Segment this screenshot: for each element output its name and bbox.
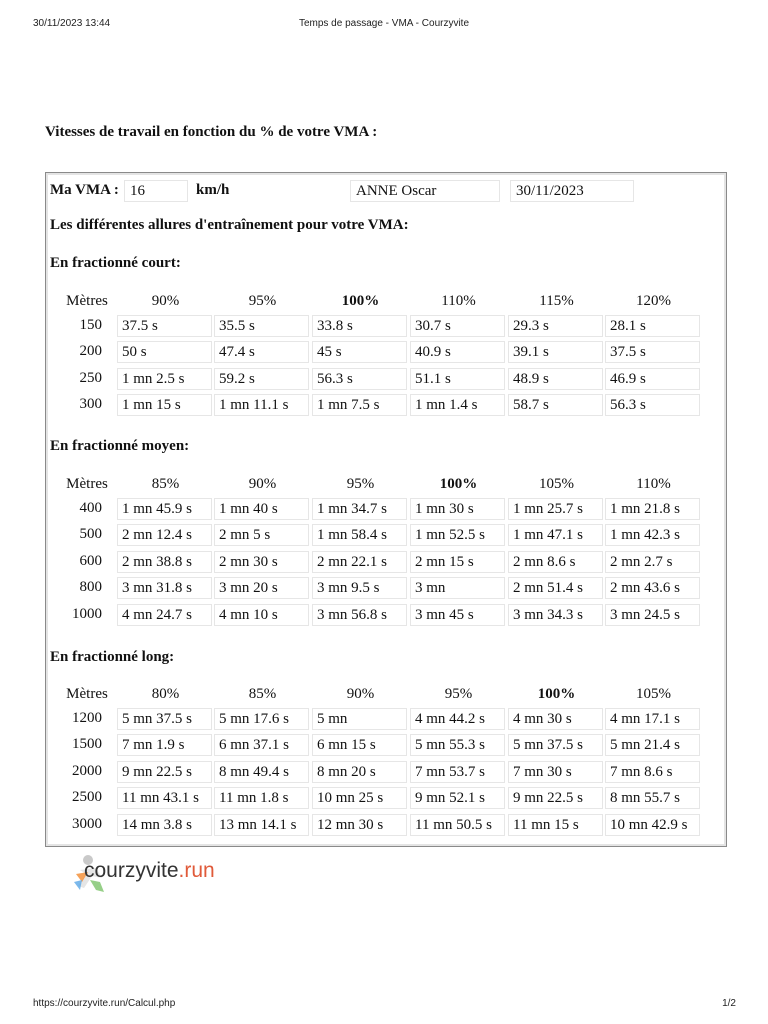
percent-header: 100% [537,686,576,702]
time-cell[interactable]: 10 mn 42.9 s [605,814,700,836]
time-cell[interactable]: 2 mn 22.1 s [312,551,407,573]
time-cell[interactable]: 56.3 s [312,368,407,390]
time-cell[interactable]: 6 mn 15 s [312,734,407,756]
time-cell[interactable]: 1 mn 21.8 s [605,498,700,520]
distance-label: 250 [79,369,102,386]
table-row [50,498,720,524]
time-cell[interactable]: 8 mn 20 s [312,761,407,783]
table-row [50,787,720,813]
time-cell[interactable]: 58.7 s [508,394,603,416]
time-cell[interactable]: 30.7 s [410,315,505,337]
pace-table-long [50,686,720,840]
time-cell[interactable]: 2 mn 38.8 s [117,551,212,573]
time-cell[interactable]: 1 mn 30 s [410,498,505,520]
time-cell[interactable]: 3 mn 56.8 s [312,604,407,626]
time-cell[interactable]: 59.2 s [214,368,309,390]
section-title-long: En fractionné long: [50,649,175,665]
distance-label: 2500 [72,789,102,806]
percent-header: 90% [248,476,277,492]
table-row [50,604,720,630]
table-row [50,315,720,341]
logo-text [84,859,215,883]
table-row [50,814,720,840]
time-cell[interactable]: 2 mn 15 s [410,551,505,573]
distance-label: 800 [79,579,102,596]
time-cell[interactable]: 50 s [117,341,212,363]
distance-label: 3000 [72,815,102,832]
time-cell[interactable]: 13 mn 14.1 s [214,814,309,836]
time-cell[interactable]: 40.9 s [410,341,505,363]
time-cell[interactable]: 2 mn 12.4 s [117,524,212,546]
time-cell[interactable]: 2 mn 51.4 s [508,577,603,599]
time-cell[interactable]: 2 mn 43.6 s [605,577,700,599]
percent-header: 110% [636,476,671,492]
time-cell[interactable]: 6 mn 37.1 s [214,734,309,756]
time-cell[interactable]: 1 mn 2.5 s [117,368,212,390]
time-cell[interactable]: 39.1 s [508,341,603,363]
time-cell[interactable]: 11 mn 1.8 s [214,787,309,809]
time-cell[interactable]: 1 mn 42.3 s [605,524,700,546]
table-row [50,761,720,787]
percent-header: 95% [444,686,473,702]
distance-label: 500 [79,526,102,543]
time-cell[interactable]: 5 mn 37.5 s [508,734,603,756]
results-panel [45,172,727,847]
table-header [50,476,720,498]
time-cell[interactable]: 1 mn 25.7 s [508,498,603,520]
vma-unit: km/h [196,182,230,198]
subheading: Les différentes allures d'entraînement pour votre VMA: [50,217,409,233]
date-field[interactable]: 30/11/2023 [510,180,634,202]
table-row [50,551,720,577]
time-cell[interactable]: 37.5 s [117,315,212,337]
distance-label: 150 [79,317,102,333]
time-cell[interactable]: 12 mn 30 s [312,814,407,836]
courzyvite-logo[interactable] [74,852,234,894]
time-cell[interactable]: 1 mn 15 s [117,394,212,416]
pace-table-moyen [50,476,720,630]
table-row [50,524,720,550]
time-cell[interactable]: 45 s [312,341,407,363]
time-cell[interactable]: 37.5 s [605,341,700,363]
section-title-moyen: En fractionné moyen: [50,438,190,454]
percent-header: 105% [539,476,574,492]
time-cell[interactable]: 4 mn 44.2 s [410,708,505,730]
time-cell[interactable]: 9 mn 22.5 s [117,761,212,783]
distance-label: 1000 [72,605,102,622]
time-cell[interactable]: 11 mn 43.1 s [117,787,212,809]
time-cell[interactable]: 2 mn 8.6 s [508,551,603,573]
metres-header: Mètres [66,293,108,309]
time-cell[interactable]: 7 mn 53.7 s [410,761,505,783]
time-cell[interactable]: 5 mn 37.5 s [117,708,212,730]
percent-header: 115% [539,293,574,309]
time-cell[interactable]: 1 mn 34.7 s [312,498,407,520]
time-cell[interactable]: 35.5 s [214,315,309,337]
time-cell[interactable]: 33.8 s [312,315,407,337]
time-cell[interactable]: 1 mn 11.1 s [214,394,309,416]
time-cell[interactable]: 47.4 s [214,341,309,363]
time-cell[interactable]: 5 mn 17.6 s [214,708,309,730]
percent-header: 95% [346,476,375,492]
percent-header: 105% [636,686,671,702]
time-cell[interactable]: 1 mn 40 s [214,498,309,520]
time-cell[interactable]: 7 mn 1.9 s [117,734,212,756]
print-url: https://courzyvite.run/Calcul.php [33,998,176,1009]
time-cell[interactable]: 3 mn 34.3 s [508,604,603,626]
time-cell[interactable]: 3 mn 24.5 s [605,604,700,626]
distance-label: 1200 [72,710,102,726]
time-cell[interactable]: 3 mn 20 s [214,577,309,599]
time-cell[interactable]: 4 mn 24.7 s [117,604,212,626]
time-cell[interactable]: 5 mn [312,708,407,730]
table-row [50,394,720,420]
pace-table-court [50,293,720,421]
percent-header: 80% [151,686,180,702]
time-cell[interactable]: 14 mn 3.8 s [117,814,212,836]
print-title: Temps de passage - VMA - Courzyvite [298,18,470,29]
percent-header: 95% [248,293,277,309]
time-cell[interactable]: 29.3 s [508,315,603,337]
logo-name: courzyvite [84,859,179,882]
time-cell[interactable]: 7 mn 8.6 s [605,761,700,783]
time-cell[interactable]: 8 mn 55.7 s [605,787,700,809]
table-row [50,577,720,603]
time-cell[interactable]: 1 mn 45.9 s [117,498,212,520]
time-cell[interactable]: 4 mn 30 s [508,708,603,730]
percent-header: 110% [441,293,476,309]
table-row [50,341,720,367]
time-cell[interactable]: 56.3 s [605,394,700,416]
page-heading: Vitesses de travail en fonction du % de votre VMA : [45,124,378,140]
table-row [50,368,720,394]
table-row [50,708,720,734]
time-cell[interactable]: 5 mn 55.3 s [410,734,505,756]
percent-header: 85% [151,476,180,492]
time-cell[interactable]: 1 mn 47.1 s [508,524,603,546]
percent-header: 100% [439,476,478,492]
distance-label: 1500 [72,736,102,753]
distance-label: 400 [79,500,102,516]
distance-label: 300 [79,396,102,413]
distance-label: 2000 [72,762,102,779]
section-title-court: En fractionné court: [50,255,181,271]
time-cell[interactable]: 2 mn 2.7 s [605,551,700,573]
time-cell[interactable]: 11 mn 50.5 s [410,814,505,836]
vma-row [50,180,720,202]
percent-header: 85% [248,686,277,702]
vma-label: Ma VMA : [50,182,119,198]
time-cell[interactable]: 3 mn 45 s [410,604,505,626]
distance-label: 200 [79,343,102,360]
runner-name-field[interactable]: ANNE Oscar [350,180,500,202]
time-cell[interactable]: 7 mn 30 s [508,761,603,783]
time-cell[interactable]: 10 mn 25 s [312,787,407,809]
time-cell[interactable]: 51.1 s [410,368,505,390]
time-cell[interactable]: 3 mn 9.5 s [312,577,407,599]
table-header [50,293,720,315]
logo-ext: .run [178,859,215,882]
time-cell[interactable]: 5 mn 21.4 s [605,734,700,756]
time-cell[interactable]: 9 mn 52.1 s [410,787,505,809]
table-header [50,686,720,708]
time-cell[interactable]: 28.1 s [605,315,700,337]
time-cell[interactable]: 46.9 s [605,368,700,390]
time-cell[interactable]: 9 mn 22.5 s [508,787,603,809]
time-cell[interactable]: 1 mn 7.5 s [312,394,407,416]
vma-input[interactable]: 16 [124,180,188,202]
print-date: 30/11/2023 13:44 [33,18,111,29]
percent-header: 90% [151,293,180,309]
time-cell[interactable]: 2 mn 5 s [214,524,309,546]
time-cell[interactable]: 4 mn 17.1 s [605,708,700,730]
metres-header: Mètres [66,686,108,702]
time-cell[interactable]: 4 mn 10 s [214,604,309,626]
time-cell[interactable]: 1 mn 1.4 s [410,394,505,416]
time-cell[interactable]: 2 mn 30 s [214,551,309,573]
distance-label: 600 [79,552,102,569]
time-cell[interactable]: 11 mn 15 s [508,814,603,836]
time-cell[interactable]: 1 mn 58.4 s [312,524,407,546]
time-cell[interactable]: 8 mn 49.4 s [214,761,309,783]
time-cell[interactable]: 3 mn [410,577,505,599]
percent-header: 100% [341,293,380,309]
percent-header: 90% [346,686,375,702]
page-number: 1/2 [722,998,736,1009]
time-cell[interactable]: 3 mn 31.8 s [117,577,212,599]
percent-header: 120% [636,293,671,309]
time-cell[interactable]: 48.9 s [508,368,603,390]
table-row [50,734,720,760]
time-cell[interactable]: 1 mn 52.5 s [410,524,505,546]
metres-header: Mètres [66,476,108,492]
